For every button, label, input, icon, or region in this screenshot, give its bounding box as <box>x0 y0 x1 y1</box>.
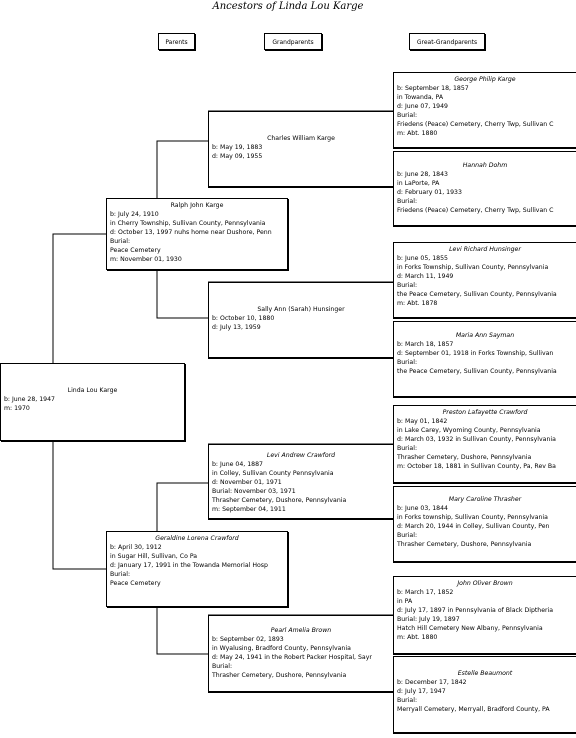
person-detail: b: June 03, 1844 <box>397 505 448 512</box>
connector-mother-maternal-gf <box>157 483 208 531</box>
person-detail: Peace Cemetery <box>110 580 161 587</box>
person-detail: d: June 07, 1949 <box>397 103 448 110</box>
person-detail: in PA <box>397 598 413 605</box>
person-detail: m: November 01, 1930 <box>110 256 182 263</box>
person-name: Pearl Amelia Brown <box>270 627 332 634</box>
person-detail: Burial: July 19, 1897 <box>397 616 460 623</box>
person-detail: in Towanda, PA <box>397 94 444 101</box>
person-detail: d: March 11, 1949 <box>397 273 454 280</box>
person-detail: Burial: <box>397 359 418 366</box>
person-detail: in Cherry Township, Sullivan County, Pennsylvania <box>110 220 266 227</box>
person-detail: Peace Cemetery <box>110 247 161 254</box>
person-detail: d: May 09, 1955 <box>212 153 263 160</box>
person-detail: b: June 05, 1855 <box>397 255 448 262</box>
person-detail: in LaPorte, PA <box>397 180 440 187</box>
person-great-grandparent-5[interactable] <box>393 405 576 483</box>
person-detail: b: June 28, 1843 <box>397 171 448 178</box>
chart-title: Ancestors of Linda Lou Karge <box>212 1 364 12</box>
person-detail: b: March 18, 1857 <box>397 341 454 348</box>
person-detail: d: October 13, 1997 nuhs home near Dushore, Penn <box>110 229 272 236</box>
header-parents: Parents <box>158 33 195 50</box>
person-father[interactable] <box>106 198 288 270</box>
person-detail: b: April 30, 1912 <box>110 544 162 551</box>
person-great-grandparent-4[interactable] <box>393 321 576 397</box>
person-detail: m: October 18, 1881 in Sullivan County, Pa, Rev Ba <box>397 463 556 470</box>
person-great-grandparent-8[interactable] <box>393 656 576 733</box>
person-maternal-grandfather[interactable] <box>208 444 393 519</box>
person-name: Linda Lou Karge <box>67 387 118 394</box>
header-grandparents: Grandparents <box>264 33 322 50</box>
person-detail: b: September 02, 1893 <box>212 636 284 643</box>
person-detail: m: Abt. 1880 <box>397 634 438 641</box>
person-detail: b: December 17, 1842 <box>397 679 467 686</box>
person-detail: Burial: <box>110 571 131 578</box>
person-detail: b: June 04, 1887 <box>212 461 263 468</box>
person-detail: d: January 17, 1991 in the Towanda Memorial Hosp <box>110 562 268 569</box>
person-name: Mary Caroline Thrasher <box>448 496 522 503</box>
person-detail: b: September 18, 1857 <box>397 85 469 92</box>
person-detail: the Peace Cemetery, Sullivan County, Pennsylvania <box>397 368 557 375</box>
person-detail: d: November 01, 1971 <box>212 479 282 486</box>
person-detail: Thrasher Cemetery, Dushore, Pennsylvania <box>397 541 532 548</box>
person-detail: Burial: <box>397 112 418 119</box>
person-great-grandparent-7[interactable] <box>393 576 576 654</box>
person-detail: in Wyalusing, Bradford County, Pennsylvania <box>212 645 351 652</box>
person-detail: d: March 20, 1944 in Colley, Sullivan County, Pen <box>397 523 550 530</box>
person-detail: in Forks Township, Sullivan County, Pennsylvania <box>397 264 549 271</box>
person-root[interactable] <box>0 363 185 441</box>
person-detail: d: July 17, 1947 <box>397 688 446 695</box>
person-maternal-grandmother[interactable] <box>208 615 393 692</box>
person-detail: Burial: <box>397 282 418 289</box>
person-detail: in Sugar Hill, Sullivan, Co Pa <box>110 553 198 560</box>
person-name: George Philip Karge <box>454 76 516 83</box>
person-name: Maria Ann Sayman <box>455 332 515 339</box>
person-detail: d: July 17, 1897 in Pennsylvania of Black Diptheria <box>397 607 554 614</box>
person-detail: Thrasher Cemetery, Dushore, Pennsylvania <box>212 497 347 504</box>
person-detail: Thrasher Cemetery, Dushore, Pennsylvania <box>397 454 532 461</box>
person-name: Levi Richard Hunsinger <box>449 246 521 253</box>
person-detail: b: July 24, 1910 <box>110 211 159 218</box>
person-name: John Oliver Brown <box>457 580 513 587</box>
person-detail: Merryall Cemetery, Merryall, Bradford County, PA <box>397 706 550 713</box>
person-name: Levi Andrew Crawford <box>266 452 336 459</box>
person-name: Geraldine Lorena Crawford <box>155 535 239 542</box>
connector-mother-maternal-gm <box>157 607 208 654</box>
person-detail: Burial: November 03, 1971 <box>212 488 296 495</box>
person-detail: in Colley, Sullivan County Pennsylvania <box>212 470 334 477</box>
header-great-grandparents: Great-Grandparents <box>409 33 485 50</box>
person-great-grandparent-1[interactable] <box>393 72 576 148</box>
connector-root-father <box>53 234 106 363</box>
person-detail: b: June 28, 1947 <box>4 396 55 403</box>
person-detail: b: October 10, 1880 <box>212 315 275 322</box>
person-detail: d: March 03, 1932 in Sullivan County, Pennsylvania <box>397 436 556 443</box>
person-detail: Friedens (Peace) Cemetery, Cherry Twp, Sullivan C <box>397 207 554 214</box>
person-name: Sally Ann (Sarah) Hunsinger <box>257 306 345 313</box>
person-detail: Burial: <box>397 198 418 205</box>
person-detail: m: September 04, 1911 <box>212 506 286 513</box>
person-detail: in Forks township, Sullivan County, Pennsylvania <box>397 514 548 521</box>
connector-root-mother <box>53 441 106 569</box>
person-detail: Friedens (Peace) Cemetery, Cherry Twp, Sullivan C <box>397 121 554 128</box>
person-name: Ralph John Karge <box>170 202 224 209</box>
person-detail: Burial: <box>397 532 418 539</box>
person-detail: m: Abt. 1880 <box>397 130 438 137</box>
person-great-grandparent-3[interactable] <box>393 242 576 318</box>
person-detail: d: September 01, 1918 in Forks Township, Sullivan <box>397 350 554 357</box>
person-detail: m: Abt. 1878 <box>397 300 438 307</box>
person-detail: the Peace Cemetery, Sullivan County, Pennsylvania <box>397 291 557 298</box>
person-detail: Burial: <box>397 697 418 704</box>
person-detail: Hatch Hill Cemetery New Albany, Pennsylvania <box>397 625 543 632</box>
person-detail: Thrasher Cemetery, Dushore, Pennsylvania <box>212 672 347 679</box>
person-detail: d: July 13, 1959 <box>212 324 261 331</box>
person-detail: d: February 01, 1933 <box>397 189 462 196</box>
person-detail: Burial: <box>110 238 131 245</box>
person-name: Hannah Dohm <box>462 162 508 169</box>
person-detail: Burial: <box>397 445 418 452</box>
person-detail: b: May 01, 1842 <box>397 418 448 425</box>
person-name: Estelle Beaumont <box>457 670 513 677</box>
person-detail: m: 1970 <box>4 405 30 412</box>
person-detail: d: May 24, 1941 in the Robert Packer Hospital, Sayr <box>212 654 372 661</box>
person-detail: b: March 17, 1852 <box>397 589 454 596</box>
connector-father-paternal-gm <box>157 270 208 318</box>
person-great-grandparent-2[interactable] <box>393 151 576 226</box>
person-detail: b: May 19, 1883 <box>212 144 263 151</box>
person-detail: Burial: <box>212 663 233 670</box>
person-name: Preston Lafayette Crawford <box>442 409 528 416</box>
person-detail: in Lake Carey, Wyoming County, Pennsylvania <box>397 427 541 434</box>
person-mother[interactable] <box>106 531 288 607</box>
person-paternal-grandmother[interactable] <box>208 282 393 358</box>
person-great-grandparent-6[interactable] <box>393 486 576 562</box>
person-paternal-grandfather[interactable] <box>208 111 393 187</box>
person-name: Charles William Karge <box>267 135 335 142</box>
connector-father-paternal-gf <box>157 141 208 198</box>
